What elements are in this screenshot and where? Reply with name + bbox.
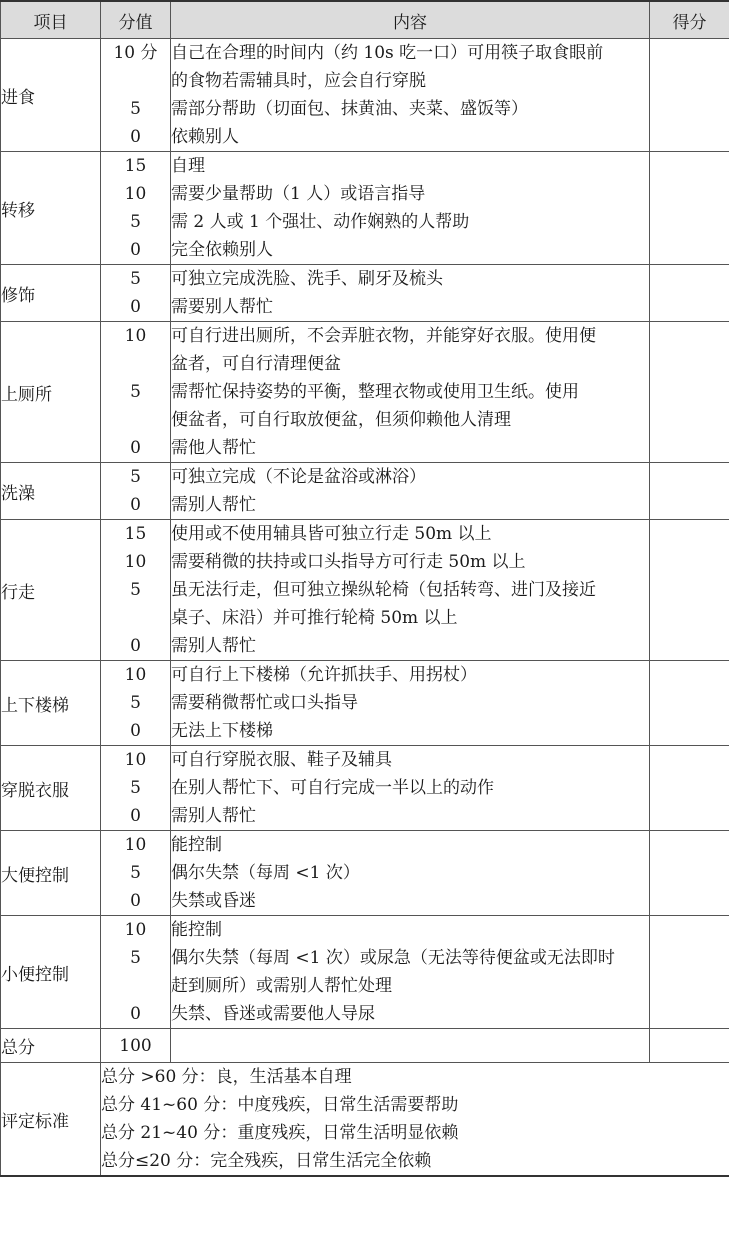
table-row bbox=[1, 39, 729, 152]
score-value: 5 bbox=[130, 778, 141, 798]
score-value: 5 bbox=[130, 269, 141, 289]
score-cell bbox=[101, 746, 171, 831]
content-line: 可自行进出厕所，不会弄脏衣物，并能穿好衣服。使用便 bbox=[171, 326, 596, 346]
content-line: 自理 bbox=[171, 156, 205, 176]
item-label: 转移 bbox=[1, 152, 101, 265]
score-value: 10 bbox=[124, 552, 147, 572]
content-line: 便盆者，可自行取放便盆，但须仰赖他人清理 bbox=[171, 410, 511, 430]
content-line: 偶尔失禁（每周 <1 次）或尿急（无法等待便盆或无法即时 bbox=[171, 948, 615, 968]
points-cell[interactable] bbox=[650, 520, 729, 661]
content-cell bbox=[171, 520, 650, 661]
points-cell[interactable] bbox=[650, 746, 729, 831]
score-value: 10 bbox=[124, 665, 147, 685]
item-label: 大便控制 bbox=[1, 831, 101, 916]
item-label: 上厕所 bbox=[1, 322, 101, 463]
content-line: 需要稍微帮忙或口头指导 bbox=[171, 693, 358, 713]
score-cell bbox=[101, 520, 171, 661]
content-line: 盆者，可自行清理便盆 bbox=[171, 354, 341, 374]
content-line: 可独立完成洗脸、洗手、刷牙及梳头 bbox=[171, 269, 443, 289]
score-value: 5 bbox=[130, 212, 141, 232]
points-cell[interactable] bbox=[650, 152, 729, 265]
content-line: 可独立完成（不论是盆浴或淋浴） bbox=[171, 467, 426, 487]
content-line: 偶尔失禁（每周 <1 次） bbox=[171, 863, 360, 883]
content-line: 需别人帮忙 bbox=[171, 806, 256, 826]
total-score-value: 100 bbox=[101, 1029, 171, 1063]
score-cell bbox=[101, 831, 171, 916]
content-cell bbox=[171, 463, 650, 520]
score-cell bbox=[101, 661, 171, 746]
criteria-label: 评定标准 bbox=[1, 1063, 101, 1177]
table-row bbox=[1, 916, 729, 1029]
content-line: 需别人帮忙 bbox=[171, 495, 256, 515]
content-line: 可自行上下楼梯（允许抓扶手、用拐杖） bbox=[171, 665, 477, 685]
criteria-line: 总分≤20 分：完全残疾，日常生活完全依赖 bbox=[101, 1151, 432, 1171]
content-line: 在别人帮忙下、可自行完成一半以上的动作 bbox=[171, 778, 494, 798]
score-cell bbox=[101, 39, 171, 152]
content-cell bbox=[171, 265, 650, 322]
content-cell bbox=[171, 746, 650, 831]
score-value: 5 bbox=[130, 948, 141, 968]
score-value: 10 bbox=[124, 326, 147, 346]
content-line: 完全依赖别人 bbox=[171, 240, 273, 260]
score-cell bbox=[101, 916, 171, 1029]
score-value: 0 bbox=[130, 297, 141, 317]
table-row bbox=[1, 661, 729, 746]
score-value: 10 bbox=[124, 835, 147, 855]
points-cell[interactable] bbox=[650, 322, 729, 463]
content-line: 需要别人帮忙 bbox=[171, 297, 273, 317]
content-line: 可自行穿脱衣服、鞋子及辅具 bbox=[171, 750, 392, 770]
content-cell bbox=[171, 152, 650, 265]
points-cell[interactable] bbox=[650, 916, 729, 1029]
content-cell bbox=[171, 322, 650, 463]
content-line: 需别人帮忙 bbox=[171, 636, 256, 656]
score-value: 0 bbox=[130, 495, 141, 515]
content-line: 无法上下楼梯 bbox=[171, 721, 273, 741]
score-value: 5 bbox=[130, 580, 141, 600]
item-label: 上下楼梯 bbox=[1, 661, 101, 746]
table-row bbox=[1, 831, 729, 916]
score-value: 5 bbox=[130, 863, 141, 883]
score-value: 5 bbox=[130, 693, 141, 713]
header-score: 分值 bbox=[101, 1, 171, 39]
score-value: 0 bbox=[130, 891, 141, 911]
content-line: 需部分帮助（切面包、抹黄油、夹菜、盛饭等） bbox=[171, 99, 528, 119]
score-value: 0 bbox=[130, 806, 141, 826]
score-cell bbox=[101, 265, 171, 322]
table-row bbox=[1, 152, 729, 265]
points-cell[interactable] bbox=[650, 661, 729, 746]
content-line: 的食物若需辅具时，应会自行穿脱 bbox=[171, 71, 426, 91]
score-cell bbox=[101, 322, 171, 463]
content-line: 能控制 bbox=[171, 920, 222, 940]
score-value: 0 bbox=[130, 636, 141, 656]
points-cell[interactable] bbox=[650, 831, 729, 916]
content-line: 需要稍微的扶持或口头指导方可行走 50m 以上 bbox=[171, 552, 526, 572]
item-label: 洗澡 bbox=[1, 463, 101, 520]
score-value: 0 bbox=[130, 721, 141, 741]
criteria-row bbox=[1, 1063, 729, 1177]
criteria-line: 总分 41~60 分：中度残疾，日常生活需要帮助 bbox=[101, 1095, 459, 1115]
content-line: 需他人帮忙 bbox=[171, 438, 256, 458]
item-label: 行走 bbox=[1, 520, 101, 661]
item-label: 穿脱衣服 bbox=[1, 746, 101, 831]
content-cell bbox=[171, 916, 650, 1029]
table-row bbox=[1, 265, 729, 322]
points-cell[interactable] bbox=[650, 265, 729, 322]
content-line: 需 2 人或 1 个强壮、动作娴熟的人帮助 bbox=[171, 212, 470, 232]
table-row bbox=[1, 520, 729, 661]
content-line: 能控制 bbox=[171, 835, 222, 855]
content-line: 使用或不使用辅具皆可独立行走 50m 以上 bbox=[171, 524, 492, 544]
content-line: 赶到厕所）或需别人帮忙处理 bbox=[171, 976, 392, 996]
content-cell bbox=[171, 39, 650, 152]
table-row bbox=[1, 463, 729, 520]
points-cell[interactable] bbox=[650, 463, 729, 520]
content-line: 需帮忙保持姿势的平衡，整理衣物或使用卫生纸。使用 bbox=[171, 382, 579, 402]
header-item: 项目 bbox=[1, 1, 101, 39]
score-value: 10 bbox=[124, 750, 147, 770]
item-label: 小便控制 bbox=[1, 916, 101, 1029]
content-line: 需要少量帮助（1 人）或语言指导 bbox=[171, 184, 426, 204]
content-line: 自己在合理的时间内（约 10s 吃一口）可用筷子取食眼前 bbox=[171, 43, 604, 63]
score-value: 5 bbox=[130, 467, 141, 487]
header-row bbox=[1, 1, 729, 39]
item-label: 修饰 bbox=[1, 265, 101, 322]
score-value: 0 bbox=[130, 1004, 141, 1024]
criteria-line: 总分 >60 分：良，生活基本自理 bbox=[101, 1067, 352, 1087]
content-line: 桌子、床沿）并可推行轮椅 50m 以上 bbox=[171, 608, 458, 628]
total-label: 总分 bbox=[1, 1029, 101, 1063]
score-value: 10 bbox=[124, 184, 147, 204]
score-cell bbox=[101, 463, 171, 520]
total-points-cell[interactable] bbox=[650, 1029, 729, 1063]
criteria-line: 总分 21~40 分：重度残疾，日常生活明显依赖 bbox=[101, 1123, 459, 1143]
score-value: 0 bbox=[130, 127, 141, 147]
table-row bbox=[1, 322, 729, 463]
score-value: 0 bbox=[130, 438, 141, 458]
header-content: 内容 bbox=[171, 1, 650, 39]
item-label: 进食 bbox=[1, 39, 101, 152]
total-content-cell bbox=[171, 1029, 650, 1063]
score-value: 15 bbox=[124, 156, 147, 176]
score-value: 10 bbox=[124, 920, 147, 940]
table-row bbox=[1, 746, 729, 831]
content-cell bbox=[171, 661, 650, 746]
content-line: 失禁或昏迷 bbox=[171, 891, 256, 911]
score-value: 0 bbox=[130, 240, 141, 260]
header-points: 得分 bbox=[650, 1, 729, 39]
criteria-cell bbox=[101, 1063, 729, 1177]
content-cell bbox=[171, 831, 650, 916]
content-line: 失禁、昏迷或需要他人导尿 bbox=[171, 1004, 375, 1024]
content-line: 虽无法行走，但可独立操纵轮椅（包括转弯、进门及接近 bbox=[171, 580, 596, 600]
score-value: 5 bbox=[130, 382, 141, 402]
score-value: 15 bbox=[124, 524, 147, 544]
score-value: 10 分 bbox=[113, 43, 158, 63]
content-line: 依赖别人 bbox=[171, 127, 239, 147]
score-cell bbox=[101, 152, 171, 265]
score-value: 5 bbox=[130, 99, 141, 119]
points-cell[interactable] bbox=[650, 39, 729, 152]
total-row bbox=[1, 1029, 729, 1063]
